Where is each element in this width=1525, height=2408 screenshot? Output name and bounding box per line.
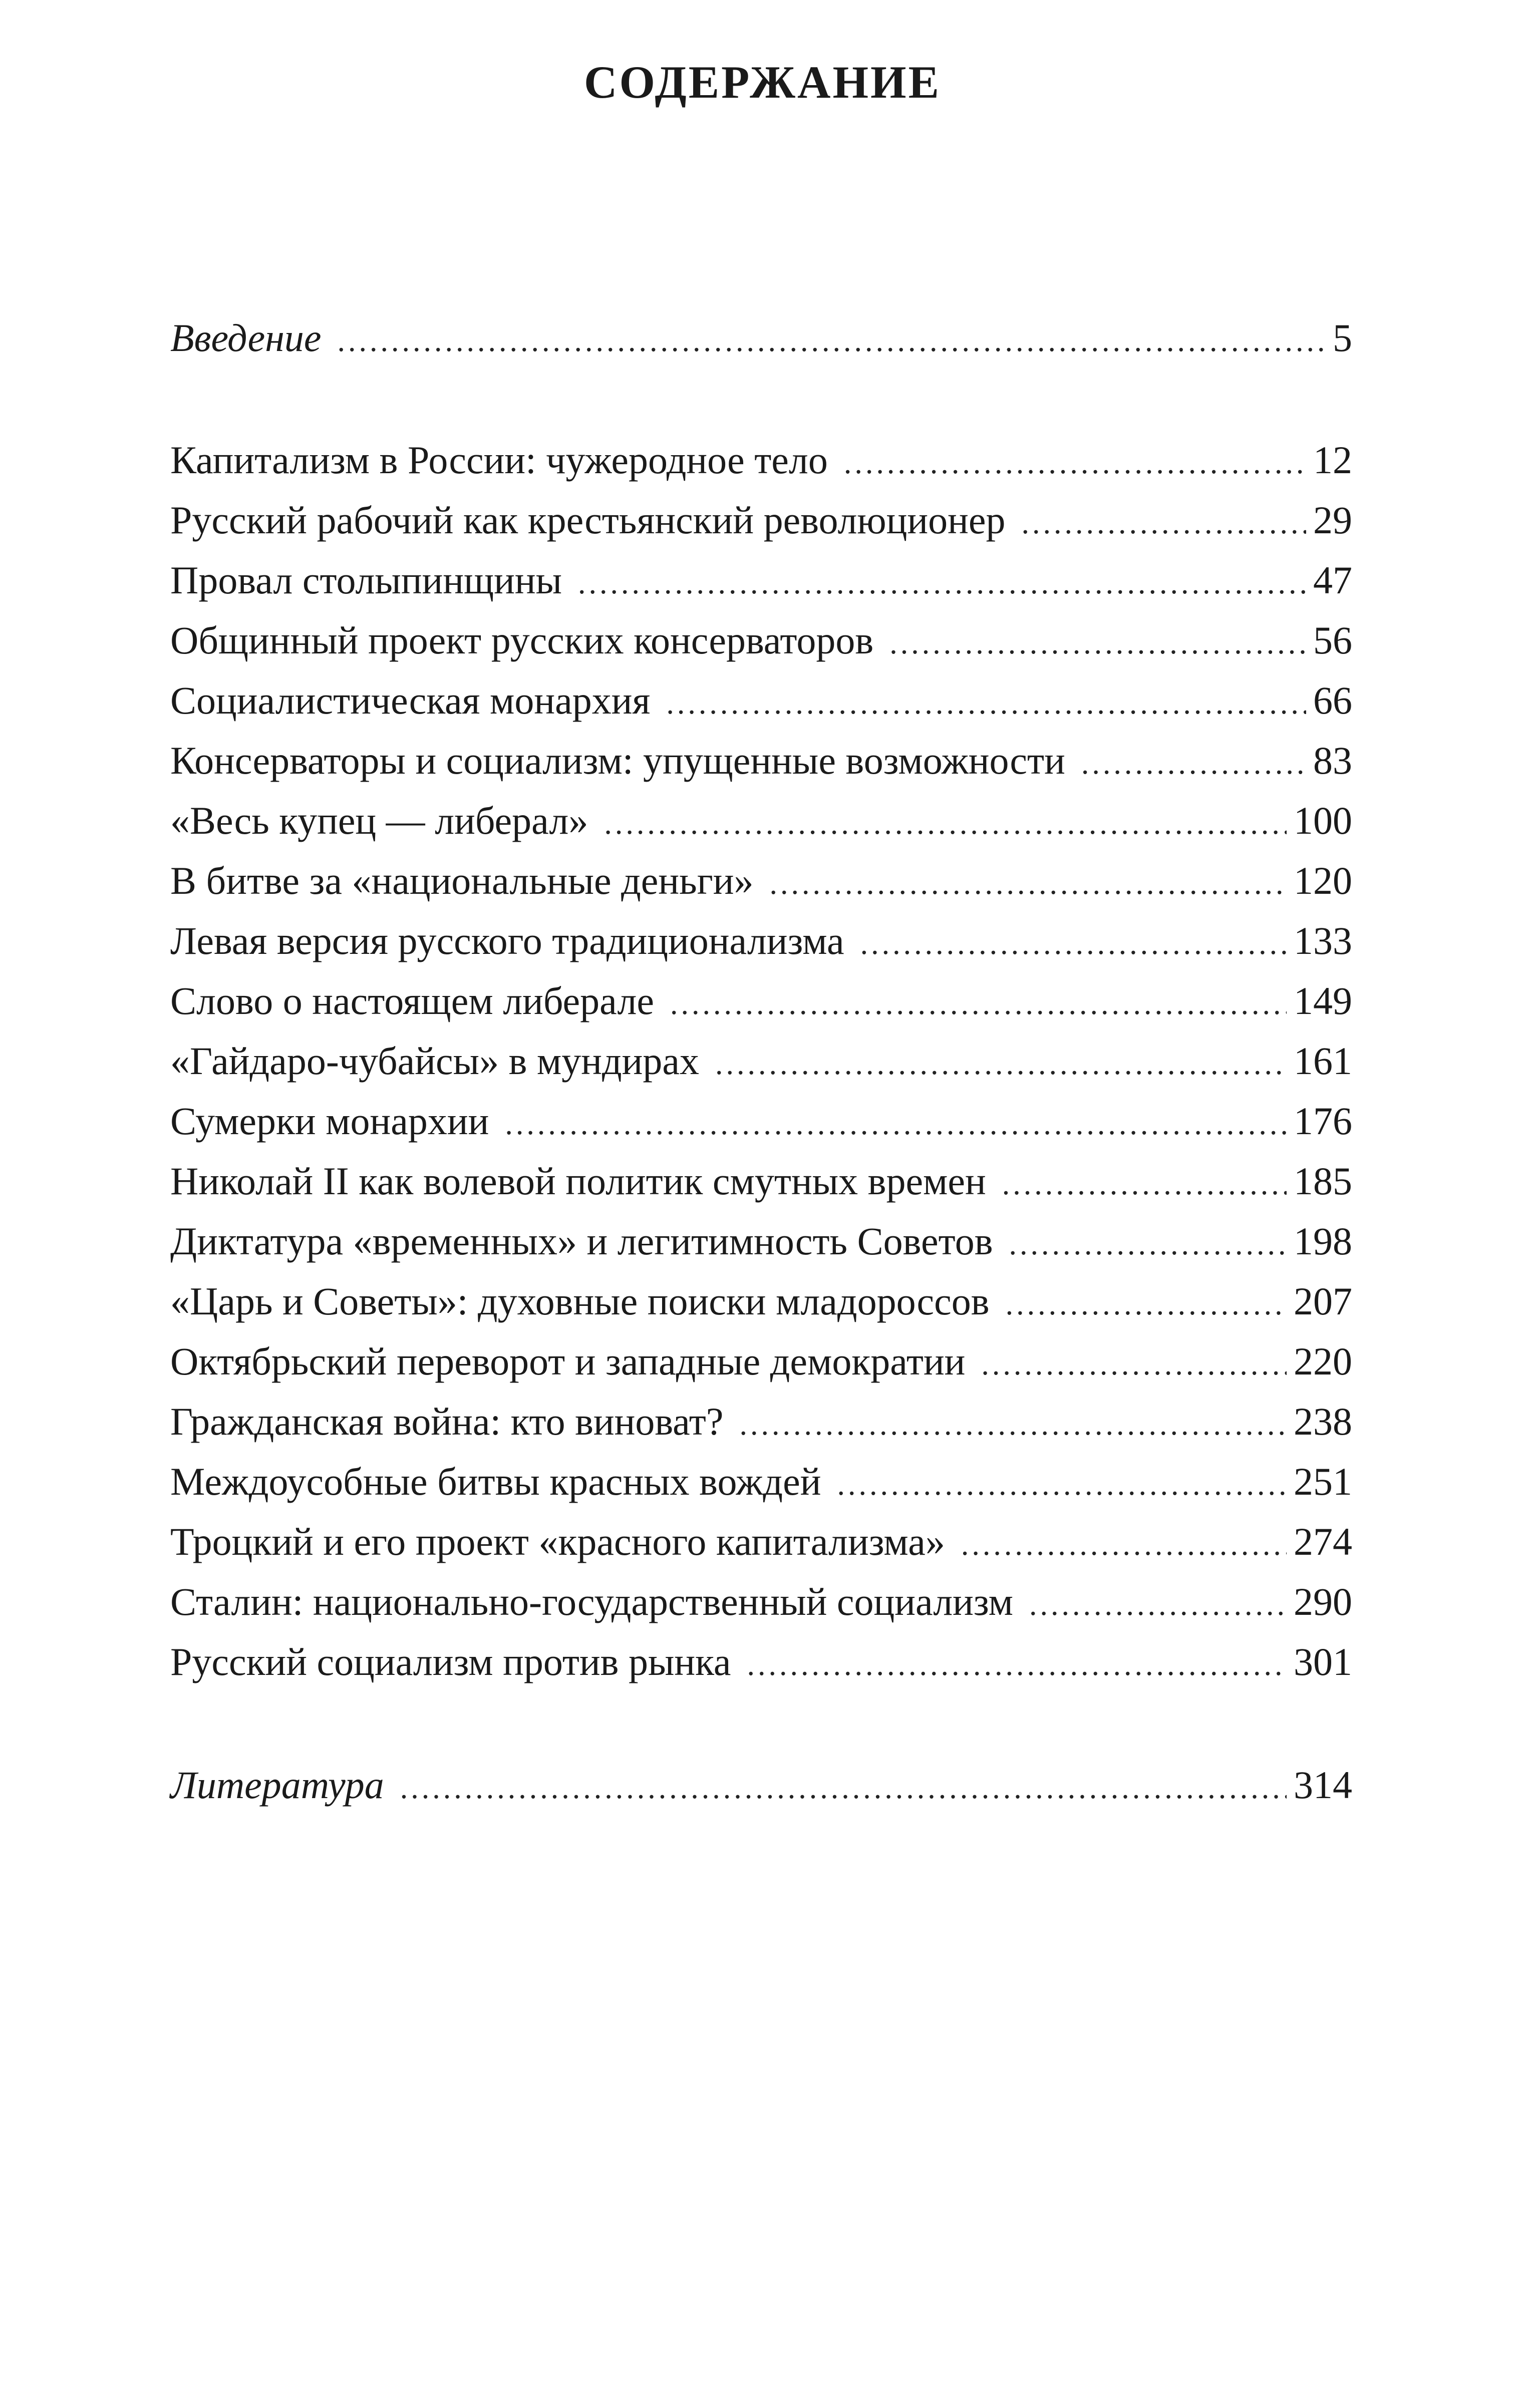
toc-entry-page: 251 xyxy=(1294,1460,1352,1503)
toc-entry-label: Николай II как волевой политик смутных времен xyxy=(170,1159,986,1203)
toc-entry xyxy=(170,1634,1352,1689)
dot-leader xyxy=(889,616,1306,671)
toc-entry-label: В битве за «национальные деньги» xyxy=(170,859,754,902)
dot-leader xyxy=(1081,736,1306,791)
toc-entry-label: Общинный проект русских консерваторов xyxy=(170,618,874,662)
toc-entry-label: Троцкий и его проект «красного капитализма» xyxy=(170,1520,945,1563)
toc-entry xyxy=(170,493,1352,548)
toc-entry-label: «Царь и Советы»: духовные поиски младороссов xyxy=(170,1279,990,1323)
toc-entry-label: Консерваторы и социализм: упущенные возможности xyxy=(170,739,1065,782)
dot-leader xyxy=(400,1761,1287,1816)
toc-entry-page: 314 xyxy=(1294,1763,1352,1807)
toc-entry-page: 133 xyxy=(1294,919,1352,962)
toc-entry-label: Социалистическая монархия xyxy=(170,678,651,722)
toc-entry-bibliography xyxy=(170,1758,1352,1813)
dot-leader xyxy=(769,856,1287,911)
dot-leader xyxy=(338,313,1326,369)
dot-leader xyxy=(604,796,1287,851)
dot-leader xyxy=(1029,1577,1287,1632)
dot-leader xyxy=(981,1337,1287,1392)
toc-entry xyxy=(170,433,1352,488)
toc-entry xyxy=(170,1574,1352,1629)
toc-entry-label: Литература xyxy=(170,1763,384,1807)
toc-entry-label: Гражданская война: кто виноват? xyxy=(170,1400,724,1443)
toc-entry-page: 100 xyxy=(1294,799,1352,842)
toc-entry-label: Междоусобные битвы красных вождей xyxy=(170,1460,821,1503)
toc-entry-page: 290 xyxy=(1294,1580,1352,1623)
toc-entry xyxy=(170,793,1352,848)
dot-leader xyxy=(1009,1217,1287,1272)
toc-entry xyxy=(170,553,1352,608)
toc-entry-page: 12 xyxy=(1313,438,1352,482)
toc-entry xyxy=(170,613,1352,668)
toc-entry-page: 29 xyxy=(1313,498,1352,542)
dot-leader xyxy=(747,1637,1287,1692)
toc-entry xyxy=(170,1274,1352,1329)
toc-entry-introduction xyxy=(170,310,1352,366)
toc-entry-page: 176 xyxy=(1294,1099,1352,1143)
toc-entry xyxy=(170,973,1352,1028)
toc-entry-label: Октябрьский переворот и западные демократии xyxy=(170,1339,966,1383)
toc-entry-label: Диктатура «временных» и легитимность Советов xyxy=(170,1219,993,1263)
dot-leader xyxy=(1006,1277,1287,1332)
dot-leader xyxy=(1002,1157,1287,1212)
dot-leader xyxy=(844,436,1306,491)
toc-entry-page: 198 xyxy=(1294,1219,1352,1263)
dot-leader xyxy=(961,1517,1287,1572)
toc-entry-label: Введение xyxy=(170,316,322,360)
toc-entry-page: 120 xyxy=(1294,859,1352,902)
toc-entry-page: 185 xyxy=(1294,1159,1352,1203)
dot-leader xyxy=(837,1457,1287,1512)
dot-leader xyxy=(740,1397,1287,1452)
toc-entry-label: Русский рабочий как крестьянский революционер xyxy=(170,498,1006,542)
table-of-contents xyxy=(170,0,1352,2408)
toc-entry-label: Слово о настоящем либерале xyxy=(170,979,655,1022)
toc-entry-page: 161 xyxy=(1294,1039,1352,1083)
dot-leader xyxy=(666,676,1306,731)
toc-entry-label: «Гайдаро-чубайсы» в мундирах xyxy=(170,1039,700,1083)
toc-entry-label: Левая версия русского традиционализма xyxy=(170,919,844,962)
dot-leader xyxy=(578,556,1306,611)
toc-entry xyxy=(170,1154,1352,1209)
toc-entry-page: 47 xyxy=(1313,558,1352,602)
toc-entry-label: Капитализм в России: чужеродное тело xyxy=(170,438,828,482)
toc-entry-label: «Весь купец — либерал» xyxy=(170,799,588,842)
toc-entry-page: 83 xyxy=(1313,739,1352,782)
toc-entry xyxy=(170,1514,1352,1569)
toc-entry-page: 220 xyxy=(1294,1339,1352,1383)
toc-entry xyxy=(170,1454,1352,1509)
toc-entry xyxy=(170,1394,1352,1449)
toc-entry-label: Русский социализм против рынка xyxy=(170,1640,731,1683)
dot-leader xyxy=(505,1097,1287,1152)
toc-entry-page: 5 xyxy=(1333,316,1352,360)
toc-entry xyxy=(170,1094,1352,1149)
toc-entry-page: 207 xyxy=(1294,1279,1352,1323)
toc-entry-page: 274 xyxy=(1294,1520,1352,1563)
toc-entry xyxy=(170,733,1352,788)
toc-entry-label: Сумерки монархии xyxy=(170,1099,489,1143)
dot-leader xyxy=(860,916,1287,971)
toc-entry-page: 66 xyxy=(1313,678,1352,722)
toc-entry xyxy=(170,913,1352,968)
toc-entry xyxy=(170,1034,1352,1089)
toc-entry-page: 56 xyxy=(1313,618,1352,662)
toc-entry-label: Провал столыпинщины xyxy=(170,558,562,602)
toc-entry xyxy=(170,673,1352,728)
toc-entry-page: 238 xyxy=(1294,1400,1352,1443)
dot-leader xyxy=(670,976,1287,1031)
dot-leader xyxy=(1022,496,1306,551)
toc-entry xyxy=(170,1334,1352,1389)
toc-entry-label: Сталин: национально-государственный социализм xyxy=(170,1580,1013,1623)
dot-leader xyxy=(715,1037,1287,1092)
page-title: СОДЕРЖАНИЕ xyxy=(584,57,941,108)
toc-entry xyxy=(170,1214,1352,1269)
toc-entry-page: 301 xyxy=(1294,1640,1352,1683)
toc-entry-page: 149 xyxy=(1294,979,1352,1022)
toc-entry xyxy=(170,853,1352,908)
